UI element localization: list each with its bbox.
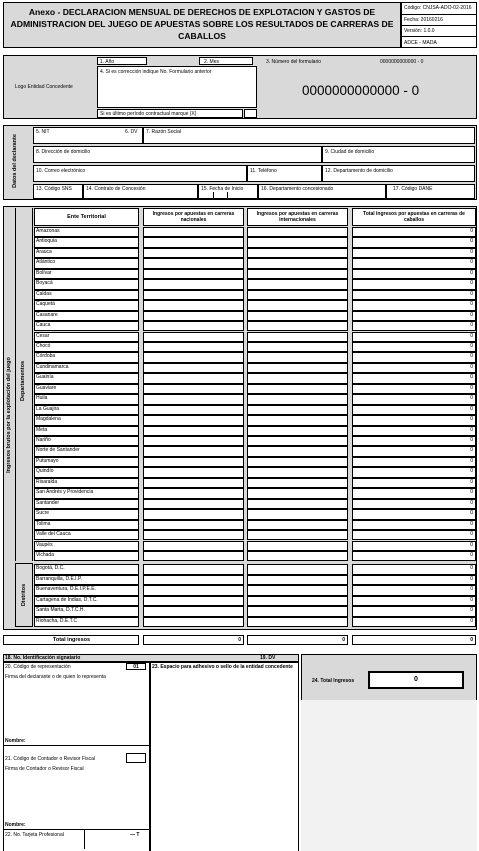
total-cell: 0 (352, 321, 476, 331)
col-total-header: Total ingresos por apuestas en carreras de caballos (352, 208, 476, 226)
total-cell: 0 (352, 488, 476, 498)
total-cell: 0 (352, 478, 476, 488)
table-row (0, 488, 479, 496)
table-row (0, 279, 479, 287)
national-input[interactable] (143, 227, 244, 237)
national-input[interactable] (143, 269, 244, 279)
international-input[interactable] (247, 564, 348, 575)
telefono-field[interactable] (247, 165, 322, 182)
table-row (0, 290, 479, 298)
dv-label: 6. DV (125, 129, 138, 135)
total-cell: 0 (352, 248, 476, 258)
entity-cell: Vaupés (34, 541, 139, 551)
nombre-declarante-label: Nombre: (5, 738, 26, 744)
international-input[interactable] (247, 606, 348, 617)
international-input[interactable] (247, 342, 348, 352)
national-input[interactable] (143, 585, 244, 596)
table-row (0, 227, 479, 235)
total-cell: 0 (352, 300, 476, 310)
income-side-label: Ingresos brutos por la explotación del juego (6, 357, 12, 473)
contador-code-input[interactable] (126, 753, 146, 763)
table-row (0, 300, 479, 308)
total-cell: 0 (352, 509, 476, 519)
table-row (0, 332, 479, 340)
total-cell: 0 (352, 606, 476, 617)
blank-area (301, 700, 477, 851)
direccion-label: 8. Dirección de domicilio (36, 149, 91, 155)
national-input[interactable] (143, 520, 244, 530)
entity-cell: Antioquia (34, 237, 139, 247)
international-input[interactable] (247, 258, 348, 268)
table-row (0, 269, 479, 277)
international-input[interactable] (247, 384, 348, 394)
department-rows (0, 227, 479, 561)
national-input[interactable] (143, 279, 244, 289)
table-row (0, 248, 479, 256)
total-cell: 0 (352, 541, 476, 551)
total-cell: 0 (352, 551, 476, 561)
table-row (0, 596, 479, 604)
international-input[interactable] (247, 478, 348, 488)
international-input[interactable] (247, 488, 348, 498)
form-version: Versión: 1.0.0 (404, 28, 435, 34)
entity-cell: Atlántico (34, 258, 139, 268)
international-input[interactable] (247, 509, 348, 519)
national-input[interactable] (143, 352, 244, 362)
national-input[interactable] (143, 405, 244, 415)
departamentos-label: Departamentos (20, 360, 26, 402)
international-input[interactable] (247, 269, 348, 279)
entity-cell: Cauca (34, 321, 139, 331)
international-input[interactable] (247, 530, 348, 540)
declarant-side-label: Datos del declarante (12, 134, 18, 188)
entity-cell: Magdalena (34, 415, 139, 425)
last-period-field[interactable] (97, 109, 243, 118)
last-period-label: Si es último período contractual marque (X) (100, 111, 197, 117)
national-input[interactable] (143, 373, 244, 383)
tarjeta-label: 22. No. Tarjeta Profesional (5, 832, 64, 838)
national-input[interactable] (143, 446, 244, 456)
national-input[interactable] (143, 394, 244, 404)
contador-code-label: 21. Código de Contador o Revisor Fiscal (5, 756, 96, 762)
total-cell: 0 (352, 467, 476, 477)
table-row (0, 551, 479, 559)
total-cell: 0 (352, 352, 476, 362)
entity-cell: Caldas (34, 290, 139, 300)
international-input[interactable] (247, 405, 348, 415)
entity-cell: Valle del Cauca (34, 530, 139, 540)
national-input[interactable] (143, 499, 244, 509)
nit-label: 5. NIT (36, 129, 50, 135)
total-cell: 0 (352, 596, 476, 607)
form-number-label: 3. Número del formulario (266, 59, 322, 65)
total-cell: 0 (352, 530, 476, 540)
ciudad-field[interactable] (322, 146, 475, 163)
declarant-signature-box (3, 662, 150, 851)
form-number-big: 0000000000000 - 0 (302, 83, 420, 98)
international-input[interactable] (247, 300, 348, 310)
form-adoc: ADCE - MADA (404, 40, 437, 46)
total-cell: 0 (352, 258, 476, 268)
international-input[interactable] (247, 237, 348, 247)
total-ingresos-label: Total ingresos (3, 635, 139, 645)
national-input[interactable] (143, 300, 244, 310)
international-input[interactable] (247, 279, 348, 289)
year-field[interactable] (97, 57, 147, 65)
total-cell: 0 (352, 384, 476, 394)
table-row (0, 352, 479, 360)
entity-cell: Quindío (34, 467, 139, 477)
razon-social-label: 7. Razón Social (146, 129, 182, 135)
international-input[interactable] (247, 311, 348, 321)
international-input[interactable] (247, 436, 348, 446)
national-input[interactable] (143, 258, 244, 268)
entity-cell: Casanare (34, 311, 139, 321)
entity-cell: Barranquilla, D.E.I.P. (34, 575, 139, 586)
total-all: 0 (352, 635, 476, 645)
form-title-line3: CABALLOS (178, 31, 226, 41)
year-label: 1. Año (100, 59, 115, 65)
form-number-panel (262, 57, 436, 117)
national-input[interactable] (143, 541, 244, 551)
table-row (0, 446, 479, 454)
national-input[interactable] (143, 478, 244, 488)
total-ingresos-panel-label: 24. Total Ingresos (312, 678, 355, 684)
entity-cell: Nariño (34, 436, 139, 446)
total-cell: 0 (352, 269, 476, 279)
table-row (0, 606, 479, 614)
correo-field[interactable] (33, 165, 247, 182)
total-cell: 0 (352, 279, 476, 289)
entity-cell: Amazonas (34, 227, 139, 237)
table-row (0, 384, 479, 392)
table-row (0, 394, 479, 402)
entity-cell: Chocó (34, 342, 139, 352)
district-rows (0, 564, 479, 628)
national-input[interactable] (143, 551, 244, 561)
entity-cell: Cundinamarca (34, 363, 139, 373)
entity-cell: Sucre (34, 509, 139, 519)
form-meta (401, 2, 477, 48)
month-label: 2. Mes (204, 59, 220, 65)
entity-cell: Putumayo (34, 457, 139, 467)
national-input[interactable] (143, 564, 244, 575)
total-cell: 0 (352, 457, 476, 467)
correction-field[interactable] (97, 66, 257, 108)
entity-cell: Risaralda (34, 478, 139, 488)
national-input[interactable] (143, 596, 244, 607)
national-input[interactable] (143, 384, 244, 394)
entity-cell: Santander (34, 499, 139, 509)
national-input[interactable] (143, 426, 244, 436)
entity-cell: Caquetá (34, 300, 139, 310)
national-input[interactable] (143, 342, 244, 352)
entity-cell: Huila (34, 394, 139, 404)
contrato-label: 14. Contrato de Concesión (86, 186, 146, 192)
table-row (0, 373, 479, 381)
international-input[interactable] (247, 596, 348, 607)
national-input[interactable] (143, 248, 244, 258)
depto-concesionado-field[interactable] (258, 184, 386, 199)
total-national: 0 (143, 635, 244, 645)
form-code: Código: CNJSA-ADO-02-2016 (404, 5, 472, 11)
international-input[interactable] (247, 617, 348, 628)
table-row (0, 436, 479, 444)
entity-cell: Arauca (34, 248, 139, 258)
table-row (0, 311, 479, 319)
international-input[interactable] (247, 332, 348, 342)
entity-cell: Tolima (34, 520, 139, 530)
total-cell: 0 (352, 332, 476, 342)
international-input[interactable] (247, 467, 348, 477)
depto-concesionado-label: 16. Departamento concesionado (261, 186, 334, 192)
national-input[interactable] (143, 290, 244, 300)
national-input[interactable] (143, 509, 244, 519)
national-input[interactable] (143, 488, 244, 498)
fecha-inicio-label: 15. Fecha de Inicio (201, 186, 244, 192)
entity-cell: La Guajira (34, 405, 139, 415)
national-input[interactable] (143, 575, 244, 586)
international-input[interactable] (247, 575, 348, 586)
national-input[interactable] (143, 311, 244, 321)
international-input[interactable] (247, 227, 348, 237)
table-row (0, 405, 479, 413)
correction-label: 4. Si es corrección indique No. Formulario anterior (100, 69, 212, 75)
table-row (0, 530, 479, 538)
international-input[interactable] (247, 541, 348, 551)
entity-cell: Bogotá, D.C. (34, 564, 139, 575)
total-cell: 0 (352, 290, 476, 300)
international-input[interactable] (247, 585, 348, 596)
sns-label: 13. Código SNS (36, 186, 72, 192)
nombre-contador-label: Nombre: (5, 822, 26, 828)
entity-cell: Meta (34, 426, 139, 436)
ciudad-label: 9. Ciudad de domicilio (325, 149, 375, 155)
sns-field[interactable] (33, 184, 83, 199)
col-entity-header: Ente Territorial (34, 208, 139, 226)
col-international-header: Ingresos por apuestas en carreras internacionales (247, 208, 348, 226)
total-ingresos-panel-value: 0 (368, 671, 464, 689)
national-input[interactable] (143, 606, 244, 617)
national-input[interactable] (143, 363, 244, 373)
international-input[interactable] (247, 426, 348, 436)
tarjeta-suffix: — T (130, 832, 140, 838)
total-cell: 0 (352, 499, 476, 509)
telefono-label: 11. Teléfono (250, 168, 277, 174)
form-title (4, 6, 400, 42)
total-cell: 0 (352, 227, 476, 237)
entity-cell: Santa Marta, D.T.C.H. (34, 606, 139, 617)
fecha-inicio-field[interactable] (198, 184, 258, 199)
form-header (3, 2, 401, 48)
total-cell: 0 (352, 394, 476, 404)
total-cell: 0 (352, 564, 476, 575)
entity-cell: Cartagena de Indias, D.T.C. (34, 596, 139, 607)
departamento-field[interactable] (322, 165, 475, 182)
national-input[interactable] (143, 617, 244, 628)
entity-cell: San Andrés y Providencia (34, 488, 139, 498)
departamento-label: 12. Departamento de domicilio (325, 168, 393, 174)
international-input[interactable] (247, 415, 348, 425)
international-input[interactable] (247, 551, 348, 561)
total-cell: 0 (352, 237, 476, 247)
international-input[interactable] (247, 394, 348, 404)
table-row (0, 321, 479, 329)
table-row (0, 478, 479, 486)
total-cell: 0 (352, 405, 476, 415)
total-cell: 0 (352, 373, 476, 383)
id-signatory-bar (3, 654, 299, 662)
table-row (0, 541, 479, 549)
dv-field[interactable] (109, 127, 143, 144)
distritos-label: Distritos (21, 583, 27, 607)
stamp-space-label: 23. Espacio para adhesivo o sello de la entidad concedente (152, 664, 293, 670)
firma-declarante-label: Firma del declarante o de quien lo representa (5, 674, 106, 680)
total-cell: 0 (352, 415, 476, 425)
entity-cell: Boyacá (34, 279, 139, 289)
total-cell: 0 (352, 585, 476, 596)
table-row (0, 617, 479, 625)
table-row (0, 426, 479, 434)
international-input[interactable] (247, 363, 348, 373)
entity-cell: Córdoba (34, 352, 139, 362)
national-input[interactable] (143, 321, 244, 331)
international-input[interactable] (247, 520, 348, 530)
dane-label: 17. Código DANE (393, 186, 433, 192)
national-input[interactable] (143, 332, 244, 342)
entity-cell: Buenaventura, D.E.I.P.E.E. (34, 585, 139, 596)
total-cell: 0 (352, 426, 476, 436)
international-input[interactable] (247, 290, 348, 300)
table-row (0, 509, 479, 517)
col-national-header: Ingresos por apuestas en carreras nacionales (143, 208, 244, 226)
entity-cell: Guaviare (34, 384, 139, 394)
total-cell: 0 (352, 446, 476, 456)
national-input[interactable] (143, 457, 244, 467)
form-title-line2: ADMINISTRACION DEL JUEGO DE APUESTAS SOBRE LOS RESULTADOS DE CARRERAS DE (10, 19, 394, 29)
table-row (0, 415, 479, 423)
last-period-checkbox[interactable] (244, 109, 257, 118)
international-input[interactable] (247, 248, 348, 258)
rep-code-input[interactable]: 01 (126, 663, 146, 670)
month-field[interactable] (199, 57, 253, 65)
table-row (0, 258, 479, 266)
form-title-line1: Anexo - DECLARACION MENSUAL DE DERECHOS DE EXPLOTACION Y GASTOS DE (28, 7, 376, 17)
table-row (0, 575, 479, 583)
total-cell: 0 (352, 311, 476, 321)
international-input[interactable] (247, 446, 348, 456)
table-row (0, 363, 479, 371)
table-row (0, 237, 479, 245)
entity-cell: Guainía (34, 373, 139, 383)
firma-contador-label: Firma de Contador o Revisor Fiscal (5, 766, 84, 772)
international-input[interactable] (247, 457, 348, 467)
total-cell: 0 (352, 520, 476, 530)
total-cell: 0 (352, 363, 476, 373)
international-input[interactable] (247, 352, 348, 362)
table-row (0, 457, 479, 465)
international-input[interactable] (247, 321, 348, 331)
form-number-small: 0000000000000 - 0 (380, 59, 424, 65)
national-input[interactable] (143, 237, 244, 247)
national-input[interactable] (143, 467, 244, 477)
table-row (0, 467, 479, 475)
national-input[interactable] (143, 415, 244, 425)
entity-cell: Cesar (34, 332, 139, 342)
direccion-field[interactable] (33, 146, 322, 163)
national-input[interactable] (143, 530, 244, 540)
national-input[interactable] (143, 436, 244, 446)
correo-label: 10. Correo electrónico (36, 168, 86, 174)
table-row (0, 585, 479, 593)
logo-placeholder: Logo Entidad Concedente (15, 84, 73, 90)
total-cell: 0 (352, 575, 476, 586)
total-cell: 0 (352, 617, 476, 628)
total-ingresos-panel (301, 654, 477, 700)
international-input[interactable] (247, 499, 348, 509)
id-signatory-label: 18. No. Identificación signatario (5, 655, 81, 661)
dv-signatory-label: 19. DV (260, 655, 276, 661)
stamp-space-box (150, 662, 299, 851)
table-row (0, 342, 479, 350)
razon-social-field[interactable] (143, 127, 475, 144)
table-row (0, 499, 479, 507)
entity-cell: Norte de Santander (34, 446, 139, 456)
contrato-field[interactable] (83, 184, 198, 199)
entity-cell: Riohacha, D.E.T.C (34, 617, 139, 628)
table-row (0, 520, 479, 528)
international-input[interactable] (247, 373, 348, 383)
entity-cell: Bolívar (34, 269, 139, 279)
rep-code-label: 20. Código de representación (5, 664, 71, 670)
entity-cell: Vichada (34, 551, 139, 561)
table-row (0, 564, 479, 572)
dane-field[interactable] (386, 184, 475, 199)
total-cell: 0 (352, 436, 476, 446)
total-cell: 0 (352, 342, 476, 352)
form-date: Fecha: 20160216 (404, 17, 443, 23)
total-international: 0 (247, 635, 348, 645)
